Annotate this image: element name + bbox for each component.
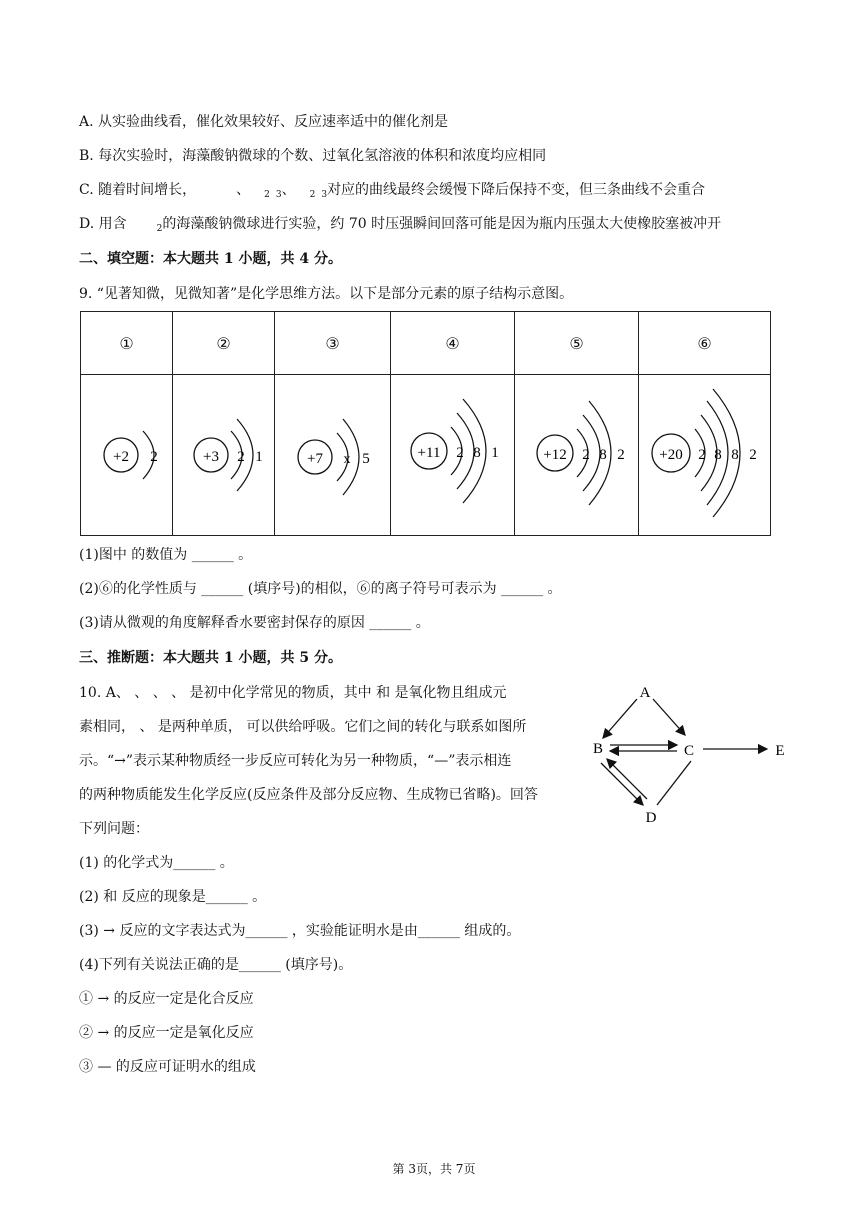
atom-cell-3 [275,375,391,536]
q10-stem-line2: 素相同， 、 是两种单质， 可以供给呼吸。它们之间的转化与联系如图所 [79,719,527,735]
shell-electrons: 2 [150,449,158,465]
q10-stem-line3: 示。“→”表示某种物质经一步反应可转化为另一种物质，“—”表示相连 [79,753,512,769]
atom-diagram-6 [639,375,771,531]
shell-electrons: 2 [698,447,706,463]
shell-electrons: x [343,452,351,467]
atom-cell-6 [639,375,771,536]
option-c [79,181,705,201]
nucleus-label: +2 [113,449,129,465]
shell-electrons: 8 [599,447,607,463]
atom-diagram-3 [275,375,391,531]
header-cell-5: ⑤ [515,312,639,375]
shell-electrons: 1 [255,449,263,465]
shell-electrons: 8 [714,447,722,463]
q10-sub4: (4)下列有关说法正确的是______ (填序号)。 [79,957,353,973]
atom-cell-1 [81,375,173,536]
q10-opt2: ② → 的反应一定是氧化反应 [79,1025,254,1041]
nucleus-label: +3 [203,449,219,465]
arrow-a-b [603,699,637,738]
node-b: B [592,741,604,757]
q10-sub2: (2) 和 反应的现象是______ 。 [79,889,267,905]
q9-sub2: (2)⑥的化学性质与 ______ (填序号)的相似，⑥的离子符号可表示为 ______ 。 [79,581,562,597]
shell-electrons: 8 [473,445,481,461]
q10-sub3: (3) → 反应的文字表达式为______ ，实验能证明水是由______ 组成的。 [79,923,521,939]
nucleus-label: +11 [417,445,441,461]
option-c-post: 对应的曲线最终会缓慢下降后保持不变，但三条曲线不会重合 [327,182,706,198]
shell-electrons: 2 [456,445,464,461]
atom-diagram-2 [173,375,275,531]
table-diagram-row [81,375,771,536]
header-cell-4: ④ [391,312,515,375]
shell-electrons: 2 [237,449,245,465]
atom-cell-4 [391,375,515,536]
section3-title: 三、推断题：本大题共 1 小题，共 5 分。 [79,650,342,666]
node-d: D [645,810,657,823]
substance-relation-diagram [585,683,795,823]
shell-electrons: 5 [362,451,370,467]
atom-cell-5 [515,375,639,536]
q10-sub1: (1) 的化学式为______ 。 [79,855,234,871]
atom-diagram-5 [515,375,639,531]
shell-electrons: 2 [617,447,625,463]
q9-sub3: (3)请从微观的角度解释香水要密封保存的原因 ______ 。 [79,615,430,631]
node-e: E [775,743,785,759]
q10-opt1: ① → 的反应一定是化合反应 [79,991,254,1007]
table-header-row [81,312,771,375]
option-a: A. 从实验曲线看，催化效果较好、反应速率适中的催化剂是 [79,114,449,130]
q9-sub1: (1)图中 的数值为 ______ 。 [79,547,253,563]
nucleus-label: +7 [307,451,323,467]
header-cell-6: ⑥ [639,312,771,375]
option-d-post: 的海藻酸钠微球进行实验，约 70 时压强瞬间回落可能是因为瓶内压强太大使橡胶塞被冲开 [162,216,722,232]
option-c-pre: C. 随着时间增长， [79,182,197,198]
option-b: B. 每次实验时，海藻酸钠微球的个数、过氧化氢溶液的体积和浓度均应相同 [79,148,547,164]
q10-opt3: ③ — 的反应可证明水的组成 [79,1059,256,1075]
page-footer: 第 3页，共 7页 [392,1162,476,1176]
option-c-sep2: 、 [281,182,296,198]
section2-title: 二、填空题：本大题共 1 小题，共 4 分。 [79,251,342,267]
option-c-sub3: 2 [309,190,316,200]
line-c-d [657,761,691,805]
q10-stem-line1: 10. A、 、 、 、 是初中化学常见的物质，其中 和 是氧化物且组成元 [79,685,507,701]
q10-stem-line5: 下列问题： [79,821,149,837]
node-c: C [683,743,695,759]
q9-stem: 9. “见著知微，见微知著”是化学思维方法。以下是部分元素的原子结构示意图。 [79,286,574,302]
shell-electrons: 2 [582,447,590,463]
q10-stem-line4: 的两种物质能发生化学反应(反应条件及部分反应物、生成物已省略)。回答 [79,787,538,803]
option-c-sub2: 3 [275,190,282,200]
option-c-sub1: 2 [264,190,270,200]
atom-diagram-1 [81,375,173,531]
shell-electrons: 1 [491,445,499,461]
shell-electrons: 8 [731,447,739,463]
atom-structure-table [80,311,771,536]
option-c-sub4: 3 [321,190,328,200]
arrow-b-d [601,763,643,805]
atom-diagram-4 [391,375,515,531]
option-d-pre: D. 用含 [79,216,127,232]
node-a: A [639,685,651,701]
header-cell-1: ① [81,312,173,375]
nucleus-label: +20 [659,447,683,463]
arrow-a-c [653,699,685,735]
header-cell-3: ③ [275,312,391,375]
atom-cell-2 [173,375,275,536]
option-d [79,215,721,235]
arrow-d-b [607,759,647,799]
option-d-sub: 2 [156,224,163,234]
nucleus-label: +12 [543,447,567,463]
option-c-sep1: 、 [236,182,251,198]
shell-electrons: 2 [749,447,757,463]
header-cell-2: ② [173,312,275,375]
